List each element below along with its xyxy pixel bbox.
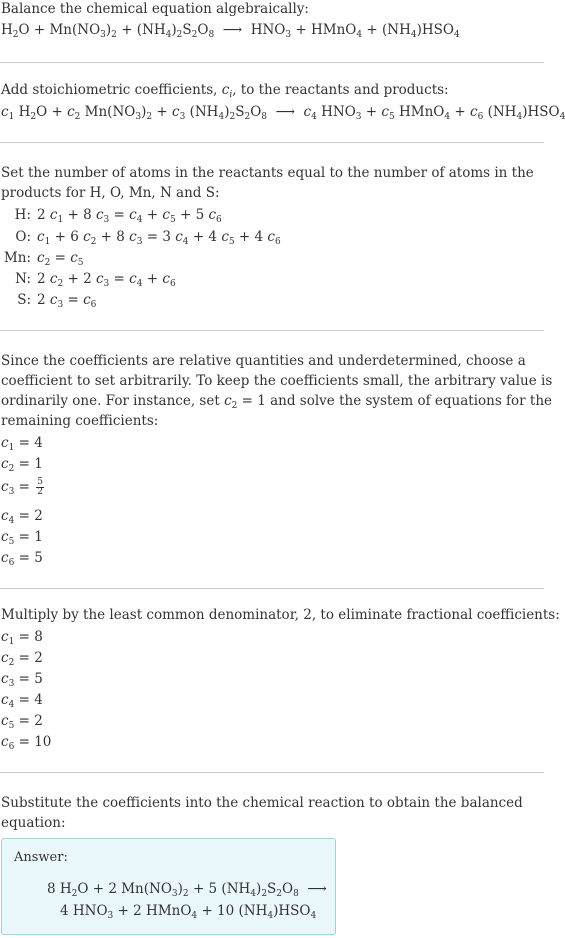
fraction-five-halves: $\frac{5}{2}$ <box>37 477 43 497</box>
solution-c3: $c_3$ = $\frac{5}{2}$ <box>1 477 43 497</box>
atoms-intro-line2: products for H, O, Mn, N and S: <box>1 185 220 201</box>
solution-c2: $c_2 = 1$ <box>1 456 43 474</box>
divider <box>0 772 544 773</box>
balanced-equation-line1: 8 $H_2O + 2$ $Mn(NO_3)_2 + 5$ $(NH_4)_2S_2O_8$ ⟶ <box>47 881 327 899</box>
integer-c6: $c_6 = 10$ <box>1 734 52 752</box>
integer-c3: $c_3 = 5$ <box>1 671 43 689</box>
solve-text-line3: ordinarily one. For instance, set $c_2 = 1$ and solve the system of equations for the <box>1 393 553 411</box>
integer-c4: $c_4 = 4$ <box>1 692 43 710</box>
divider <box>0 330 544 331</box>
solution-c4: $c_4 = 2$ <box>1 508 43 526</box>
integer-c5: $c_5 = 2$ <box>1 713 43 731</box>
answer-box <box>1 838 336 935</box>
divider <box>0 142 544 143</box>
section-coefficients-intro: Add stoichiometric coefficients, $c_i$, to the reactants and products: <box>1 82 449 100</box>
solve-text-line4: remaining coefficients: <box>1 413 159 429</box>
equation-mn: Mn: $c_2 = c_5$ <box>3 250 84 268</box>
solve-text-line2: coefficient to set arbitrarily. To keep the coefficients small, the arbitrary value is <box>1 373 553 389</box>
solution-c6: $c_6 = 5$ <box>1 550 43 568</box>
substitute-intro-line1: Substitute the coefficients into the chemical reaction to obtain the balanced <box>1 795 523 811</box>
substitute-intro-line2: equation: <box>1 815 66 831</box>
integer-c2: $c_2 = 2$ <box>1 650 43 668</box>
equation-n: N: 2 $c_2 + 2$ $c_3 = c_4 + c_6$ <box>15 271 176 289</box>
divider <box>0 62 544 63</box>
solve-text-line1: Since the coefficients are relative quantities and underdetermined, choose a <box>1 353 526 369</box>
answer-label: Answer: <box>14 850 68 865</box>
solution-c1: $c_1 = 4$ <box>1 435 43 453</box>
equation-s: S: 2 $c_3 = c_6$ <box>17 292 97 310</box>
solution-c5: $c_5 = 1$ <box>1 529 43 547</box>
integer-c1: $c_1 = 8$ <box>1 629 43 647</box>
lcd-intro: Multiply by the least common denominator, 2, to eliminate fractional coefficients: <box>1 607 560 623</box>
unbalanced-equation: $H_2O + Mn(NO_3)_2 + (NH_4)_2S_2O_8$ ⟶ $HNO_3$ + HMnO$_4$ + $(NH_4)HSO_4$ <box>1 22 460 40</box>
divider <box>0 588 544 589</box>
balanced-equation-line2: 4 $HNO_3 + 2$ HMnO$_4$ + 10 $(NH_4)HSO_4$ <box>60 903 317 921</box>
section-balance-intro: Balance the chemical equation algebraically: <box>1 1 309 17</box>
equation-o: O: $c_1 + 6$ $c_2 + 8$ $c_3 = 3$ $c_4 + 4$ $c_5 + 4$ $c_6$ <box>15 229 281 247</box>
equation-h: H: 2 $c_1 + 8$ $c_3 = c_4 + c_5 + 5$ $c_6$ <box>14 207 222 225</box>
atoms-intro-line1: Set the number of atoms in the reactants equal to the number of atoms in the <box>1 165 534 181</box>
coefficient-equation: $c_1$ $H_2O + c_2$ $Mn(NO_3)_2 + c_3$ $(NH_4)_2S_2O_8$ ⟶ $c_4$ $HNO_3 + c_5$ HMnO$_4$ + $c_6$ $(NH_4)HSO_4$ <box>1 104 565 122</box>
